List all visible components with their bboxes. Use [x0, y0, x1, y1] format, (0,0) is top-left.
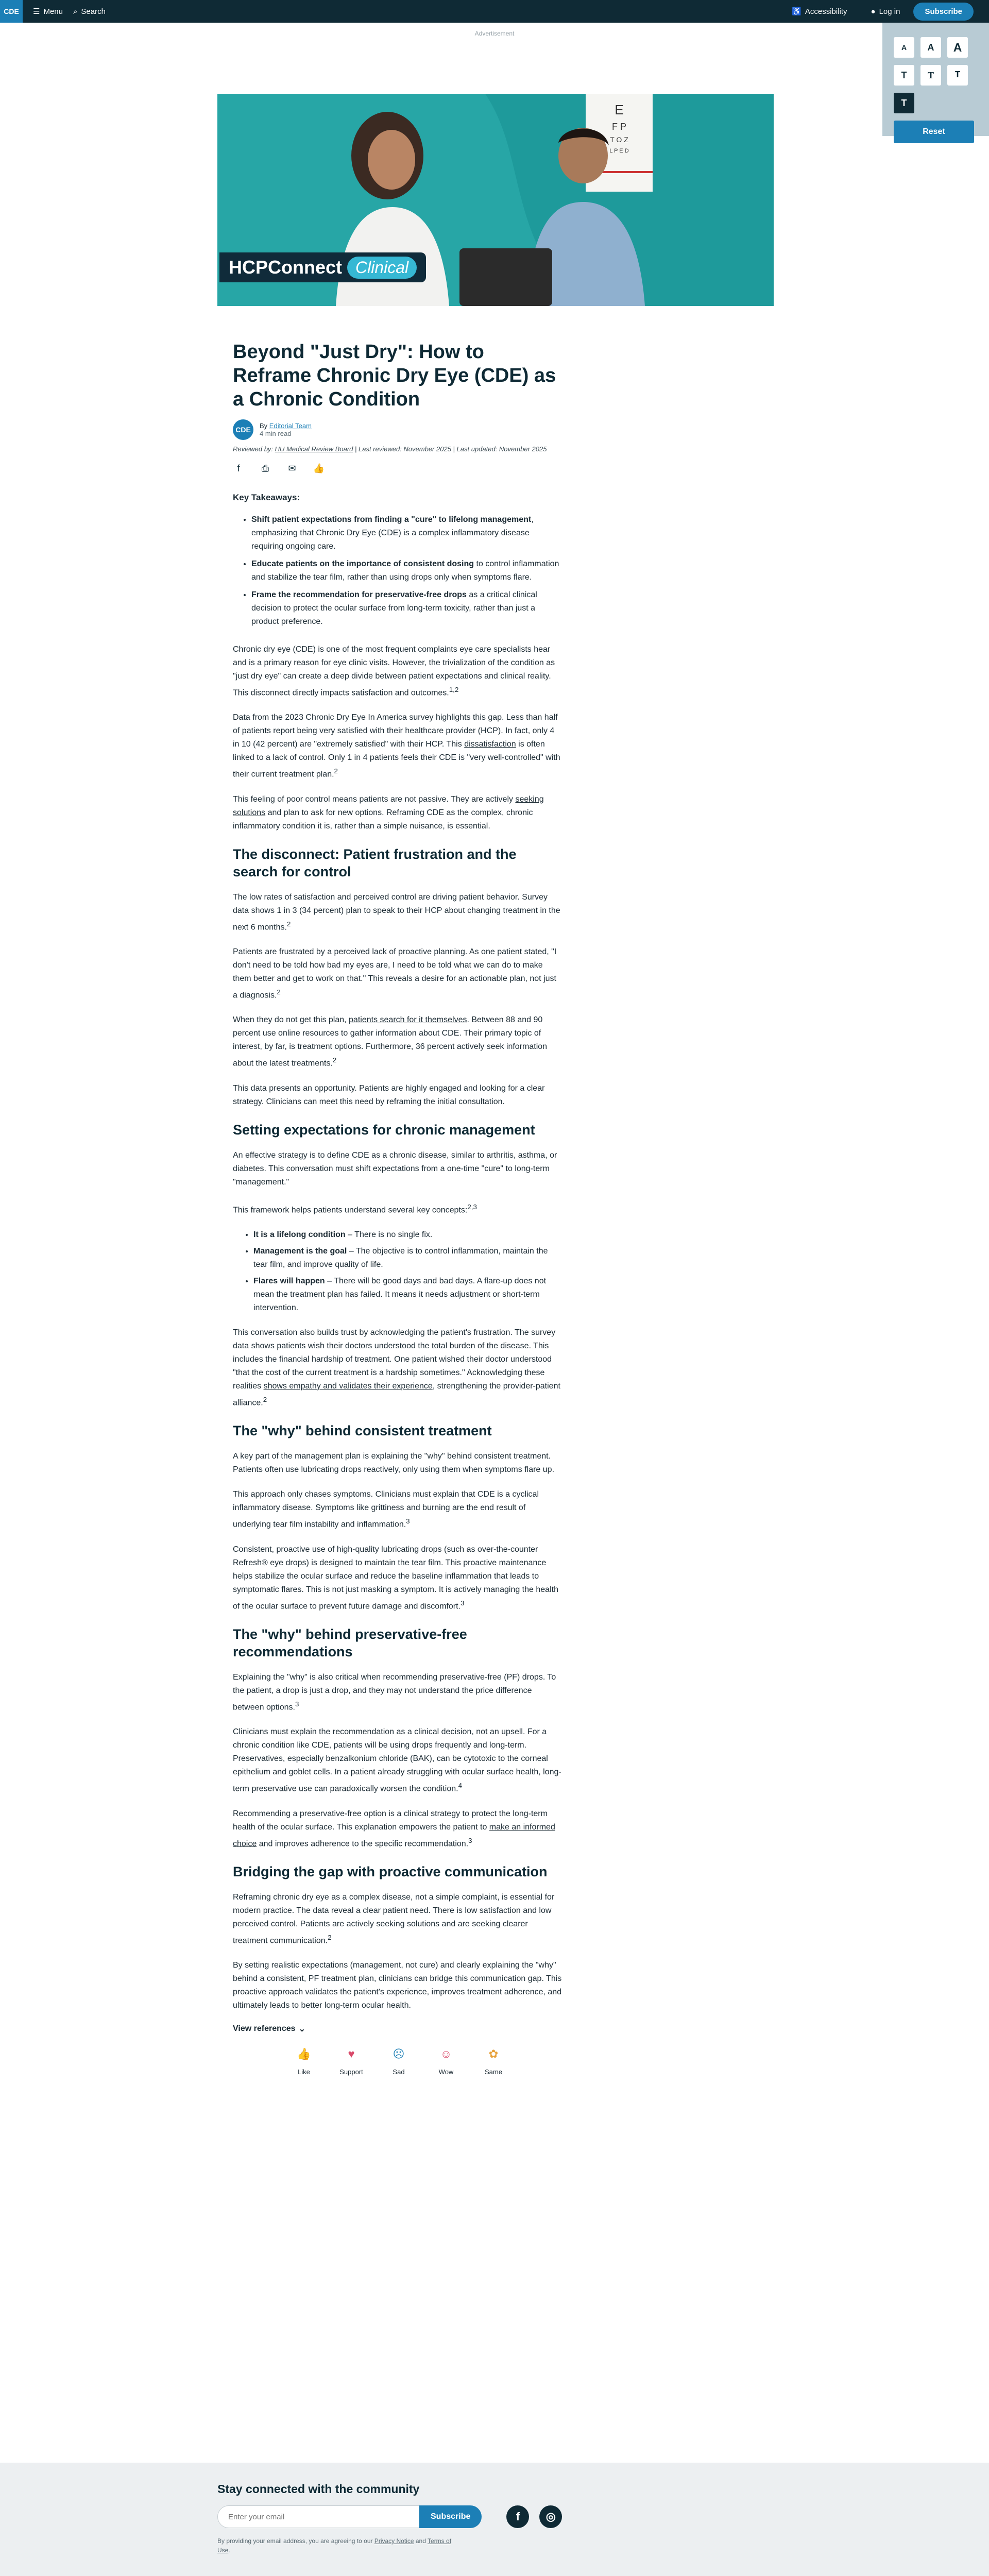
- newsletter-note: By providing your email address, you are agreeing to our Privacy Notice and Terms of Use.: [217, 2537, 452, 2554]
- social-links: [506, 2505, 562, 2528]
- key-takeaways-list: [251, 513, 562, 629]
- paragraph: Chronic dry eye (CDE) is one of the most frequent complaints eye care specialists hear and is a primary reason for eye clinic visits. However, the trivialization of the condition as "just dry eye" can create a deep divide between patient expectations and clinical reality. This disconnect directly impacts satisfaction and outcomes.$^{1,2}$: [233, 645, 555, 698]
- menu-label: Menu: [43, 7, 63, 16]
- hcp-connect-badge: [219, 252, 426, 282]
- facebook-icon[interactable]: f: [506, 2505, 529, 2528]
- paragraph: Patients are frustrated by a perceived lack of proactive planning. As one patient stated, "I don't need to be told how bad my eyes are, I need to be told what we can do to make them better and get to work on that." This reveals a desire for an actionable plan, not just a diagnosis.$^2$: [233, 947, 557, 1000]
- section-heading: The disconnect: Patient frustration and the search for control: [233, 846, 517, 879]
- facebook-icon[interactable]: f: [237, 463, 240, 473]
- reaction-same-button[interactable]: [482, 2042, 505, 2076]
- svg-text:F P: F P: [611, 122, 627, 132]
- text-size-medium-button[interactable]: A: [920, 37, 941, 58]
- paragraph: This conversation also builds trust by acknowledging the patient's frustration. The survey data shows patients wish their doctors understood the total burden of the disease. This includes the financial hardship of treatment. One patient wished their doctor understood "that the cost of the current treatment is a hardship sometimes." Acknowledging these realities shows empathy and validates their experience, strengthening the provider-patient alliance.$^2$: [233, 1328, 560, 1408]
- login-button[interactable]: [871, 7, 900, 16]
- empathy-link[interactable]: shows empathy and validates their experience: [263, 1381, 433, 1391]
- section-heading: The "why" behind consistent treatment: [233, 1423, 492, 1439]
- view-references-toggle[interactable]: [233, 2024, 562, 2034]
- author-link[interactable]: Editorial Team: [269, 422, 312, 430]
- top-navigation-bar: [0, 0, 989, 23]
- paragraph: By setting realistic expectations (management, not cure) and clearly explaining the "why" behind a consistent, PF treatment plan, clinicians can bridge this communication gap. This proactive approach validates the patient's experience, improves treatment adherence, and ultimately leads to better long-term ocular health.: [233, 1961, 562, 2010]
- paragraph: Data from the 2023 Chronic Dry Eye In America survey highlights this gap. Less than half of patients report being very satisfied with their healthcare provider (HCP). In fact, only 4 in 10 (42 percent) are "extremely satisfied" with their HCP. This dissatisfaction is often linked to a lack of control. Only 1 in 4 patients feels their CDE is "very well-controlled" with their current treatment plan.$^2$: [233, 713, 560, 779]
- reaction-label: Same: [485, 2068, 502, 2076]
- heart-icon: ♥: [348, 2047, 355, 2061]
- read-time: 4 min read: [260, 430, 292, 437]
- advertisement-label: Advertisement: [474, 30, 515, 37]
- hamburger-icon: ☰: [33, 7, 40, 16]
- newsletter-section: [0, 2463, 989, 2576]
- paragraph: Recommending a preservative-free option is a clinical strategy to protect the long-term health of the ocular surface. This explanation empowers the patient to make an informed choice and improves adherence to the specific recommendation.$^3$: [233, 1809, 555, 1848]
- font-option-3-button[interactable]: T: [947, 65, 968, 86]
- reaction-label: Wow: [438, 2068, 454, 2076]
- login-label: Log in: [879, 7, 900, 16]
- review-suffix: | Last reviewed: November 2025 | Last updated: November 2025: [353, 445, 547, 453]
- newsletter-form: [217, 2505, 562, 2528]
- concepts-list: [253, 1228, 562, 1315]
- terms-of-use-link[interactable]: Terms of Use: [217, 2537, 452, 2554]
- informed-choice-link[interactable]: make an informed choice: [233, 1822, 555, 1848]
- user-icon: ●: [871, 7, 876, 16]
- list-item: • Shift patient expectations from finding a "cure" to lifelong management, emphasizing that Chronic Dry Eye (CDE) is a complex inflammatory disease requiring ongoing care.: [251, 513, 562, 553]
- reaction-sad-button[interactable]: [387, 2042, 411, 2076]
- list-item: • Management is the goal – The objective is to control inflammation, maintain the tear film, and improve quality of life.: [253, 1245, 562, 1272]
- paragraph: Clinicians must explain the recommendation as a clinical decision, not an upsell. For a chronic condition like CDE, patients will be using drops frequently and long-term. Preservatives, especially benzalkonium chloride (BAK), can be cytotoxic to the corneal epithelium and goblet cells. In a patient already struggling with ocular surface health, long-term preservative use can paradoxically worsen the condition.$^4$: [233, 1727, 561, 1793]
- same-icon: ✿: [488, 2047, 499, 2061]
- seeking-solutions-link[interactable]: seeking solutions: [233, 794, 544, 817]
- list-item: • Frame the recommendation for preservative-free drops as a critical clinical decision to protect the ocular surface from long-term toxicity, rather than just a product preference.: [251, 588, 562, 629]
- paragraph: Reframing chronic dry eye as a complex disease, not a simple complaint, is essential for modern practice. The data reveal a clear patient need. There is low satisfaction and low perceived control. Patients are actively seeking solutions and are seeking clearer treatment communication.$^2$: [233, 1892, 555, 1945]
- svg-text:E: E: [615, 102, 624, 117]
- newsletter-subscribe-button[interactable]: Subscribe: [419, 2505, 482, 2528]
- paragraph: Explaining the "why" is also critical when recommending preservative-free (PF) drops. To the patient, a drop is just a drop, and they may not understand the price difference between options.$^3$: [233, 1672, 556, 1712]
- section-heading: Setting expectations for chronic management: [233, 1122, 535, 1138]
- accessibility-panel: [882, 23, 989, 136]
- paragraph: This framework helps patients understand several key concepts:$^{2,3}$: [233, 1202, 477, 1214]
- menu-button[interactable]: [33, 7, 63, 16]
- contrast-option-button[interactable]: T: [894, 93, 914, 113]
- paragraph: The low rates of satisfaction and perceived control are driving patient behavior. Survey data shows 1 in 3 (34 percent) plan to speak to their HCP about changing treatment in the next 6 months.$^2$: [233, 892, 560, 931]
- thumbs-up-icon[interactable]: 👍: [313, 463, 325, 473]
- paragraph: This feeling of poor control means patients are not passive. They are actively seeking solutions and plan to ask for new options. Reframing CDE as the complex, chronic inflammatory condition it is, rather than a simple nuisance, is essential.: [233, 794, 544, 831]
- text-size-large-button[interactable]: A: [947, 37, 968, 58]
- author-line: [260, 422, 312, 430]
- reactions-bar: [292, 2042, 562, 2076]
- review-info: [233, 444, 562, 454]
- svg-text:T O Z: T O Z: [610, 135, 628, 144]
- reaction-support-button[interactable]: [339, 2042, 363, 2076]
- patients-search-link[interactable]: patients search for it themselves: [349, 1015, 467, 1025]
- dissatisfaction-link[interactable]: dissatisfaction: [464, 740, 516, 749]
- search-button[interactable]: [73, 7, 106, 16]
- paragraph: This approach only chases symptoms. Clinicians must explain that CDE is a cyclical inflammatory disease. Symptoms like grittiness and burning are the end result of underlying tear film instability and inflammation.$^3$: [233, 1490, 539, 1529]
- accessibility-button[interactable]: [792, 7, 847, 16]
- reaction-label: Like: [298, 2068, 310, 2076]
- list-item: • It is a lifelong condition – There is no single fix.: [253, 1228, 562, 1242]
- search-label: Search: [81, 7, 106, 16]
- font-option-2-button[interactable]: T: [920, 65, 941, 86]
- accessibility-label: Accessibility: [805, 7, 847, 16]
- author-avatar: CDE: [233, 419, 253, 440]
- view-references-label: View references: [233, 2024, 296, 2033]
- key-takeaways-title: Key Takeaways:: [233, 493, 300, 502]
- paragraph: A key part of the management plan is explaining the "why" behind consistent treatment. Patients often use lubricating drops reactively, only using them when symptoms flare up.: [233, 1452, 555, 1475]
- badge-main-text: HCPConnect: [229, 257, 343, 278]
- email-field[interactable]: [217, 2505, 419, 2528]
- paragraph: Consistent, proactive use of high-quality lubricating drops (such as over-the-counter Refresh® eye drops) is designed to maintain the tear film. This proactive maintenance helps stabilize the ocular surface and reduce the baseline inflammation that leads to symptomatic flares. This is not just masking a symptom. It is actively managing the health of the ocular surface to prevent future damage and discomfort.$^3$: [233, 1545, 558, 1611]
- wow-icon: ☺: [440, 2047, 452, 2061]
- reaction-label: Sad: [393, 2068, 405, 2076]
- reaction-like-button[interactable]: [292, 2042, 316, 2076]
- list-item: • Flares will happen – There will be good days and bad days. A flare-up does not mean the treatment plan has failed. It means it needs adjustment or short-term intervention.: [253, 1275, 562, 1315]
- paragraph: When they do not get this plan, patients search for it themselves. Between 88 and 90 percent use online resources to gather information about CDE. Their primary topic of interest, by far, is treatment options. Furthermore, 36 percent actively seek information about the latest treatments.$^2$: [233, 1015, 548, 1068]
- section-heading: The "why" behind preservative-free recommendations: [233, 1626, 467, 1659]
- list-item: • Educate patients on the importance of consistent dosing to control inflammation and stabilize the tear film, rather than using drops only when symptoms flare.: [251, 557, 562, 584]
- thumbs-up-icon: 👍: [297, 2047, 311, 2061]
- accessibility-icon: ♿: [792, 7, 802, 16]
- paragraph: This data presents an opportunity. Patients are highly engaged and looking for a clear strategy. Clinicians can meet this need by reframing the initial consultation.: [233, 1083, 545, 1106]
- section-heading: Bridging the gap with proactive communication: [233, 1863, 548, 1879]
- chevron-down-icon: ⌄: [298, 2025, 305, 2034]
- badge-clinical-text: Clinical: [347, 257, 417, 279]
- print-icon[interactable]: ⎙: [261, 463, 269, 473]
- instagram-icon[interactable]: ◎: [539, 2505, 562, 2528]
- article-title: Beyond "Just Dry": How to Reframe Chronic Dry Eye (CDE) as a Chronic Condition: [233, 341, 556, 410]
- text-size-small-button[interactable]: A: [894, 37, 914, 58]
- accessibility-reset-button[interactable]: Reset: [894, 121, 974, 143]
- site-logo[interactable]: CDE: [0, 0, 23, 23]
- by-prefix: By: [260, 422, 269, 430]
- sad-icon: ☹: [393, 2047, 405, 2061]
- email-icon[interactable]: ✉: [288, 463, 296, 473]
- newsletter-title: Stay connected with the community: [217, 2482, 420, 2496]
- reaction-wow-button[interactable]: [434, 2042, 458, 2076]
- share-bar: [233, 463, 562, 474]
- paragraph: An effective strategy is to define CDE as a chronic disease, similar to arthritis, asthma, or diabetes. This conversation must shift expectations from a one-time "cure" to long-term "management.": [233, 1150, 557, 1187]
- search-icon: ⌕: [73, 7, 78, 16]
- byline: [233, 419, 562, 440]
- hero-image: [217, 94, 774, 306]
- header-subscribe-button[interactable]: Subscribe: [913, 3, 974, 21]
- svg-text:L P E D: L P E D: [609, 148, 629, 154]
- privacy-notice-link[interactable]: Privacy Notice: [374, 2537, 414, 2545]
- reviewer-link[interactable]: HU Medical Review Board: [275, 445, 353, 453]
- review-prefix: Reviewed by:: [233, 445, 275, 453]
- font-option-1-button[interactable]: T: [894, 65, 914, 86]
- reaction-label: Support: [339, 2068, 363, 2076]
- article: [233, 340, 562, 2076]
